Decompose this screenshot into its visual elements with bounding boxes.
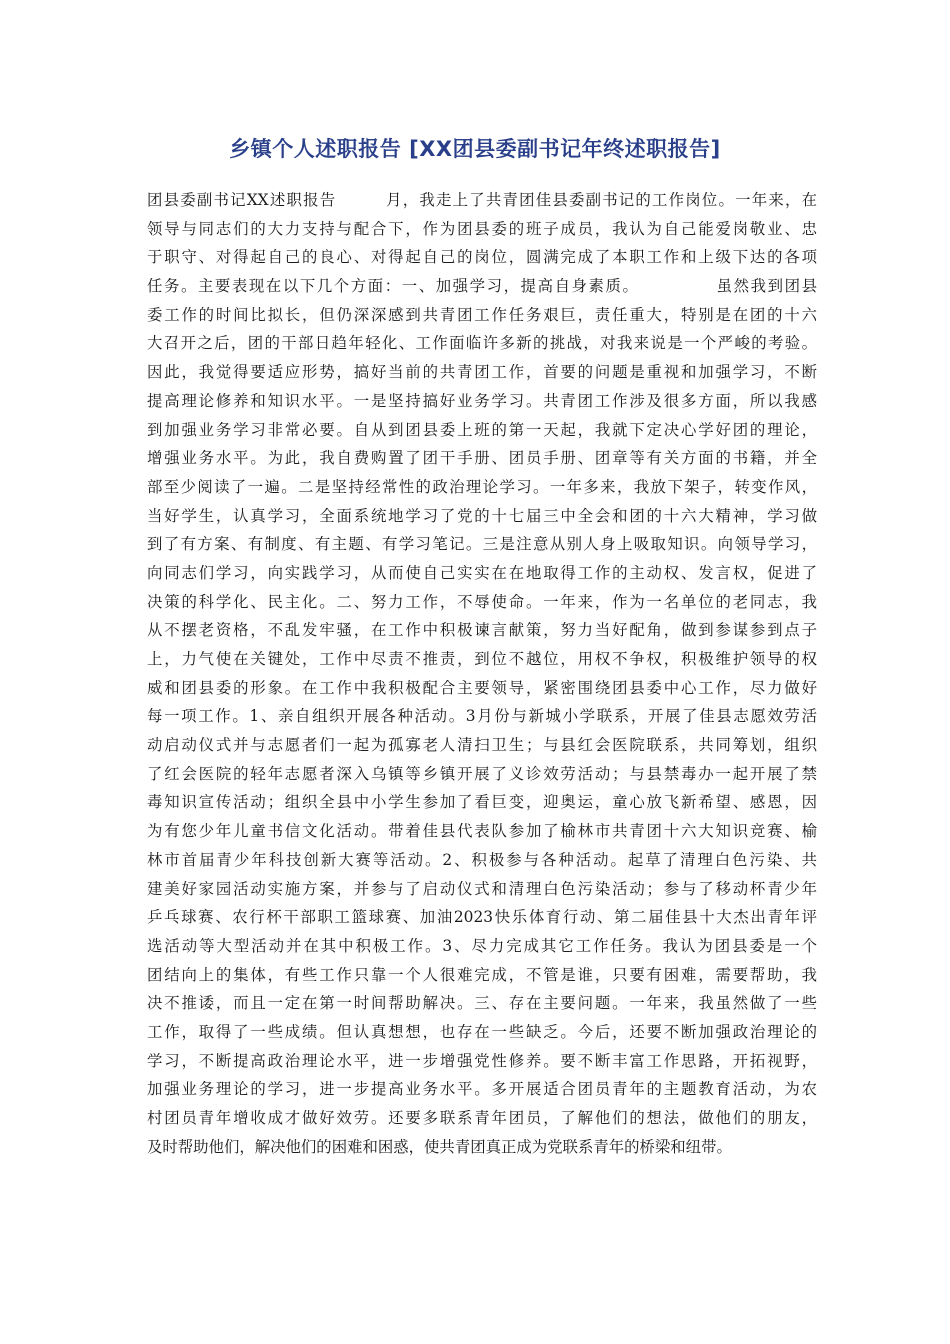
body-line: 学习，不断提高政治理论水平，进一步增强党性修养。要不断丰富工作思路，开拓视野， xyxy=(147,1051,817,1070)
body-line: 了红会医院的轻年志愿者深入乌镇等乡镇开展了义诊效劳活动；与县禁毒办一起开展了禁 xyxy=(147,764,817,783)
body-line: 增强业务水平。为此，我自费购置了团干手册、团员手册、团章等有关方面的书籍，并全 xyxy=(147,449,817,468)
body-line: 村团员青年增收成才做好效劳。还要多联系青年团员，了解他们的想法，做他们的朋友， xyxy=(147,1109,817,1127)
body-line: 因此，我觉得要适应形势，搞好当前的共青团工作，首要的问题是重视和加强学习，不断 xyxy=(147,363,817,382)
body-line: 上，力气使在关键处，工作中尽责不推责，到位不越位，用权不争权，积极维护领导的权 xyxy=(147,650,817,668)
body-line: 选活动等大型活动并在其中积极工作。3、尽力完成其它工作任务。我认为团县委是一个 xyxy=(147,936,817,955)
body-line: 于职守、对得起自己的良心、对得起自己的岗位，圆满完成了本职工作和上级下达的各项 xyxy=(147,248,817,267)
body-line: 领导与同志们的大力支持与配合下，作为团县委的班子成员，我认为自己能爱岗敬业、忠 xyxy=(147,219,817,238)
body-line: 部至少阅读了一遍。二是坚持经常性的政治理论学习。一年多来，我放下架子，转变作风， xyxy=(147,477,817,496)
body-line: 建美好家园活动实施方案，并参与了启动仪式和清理白色污染活动；参与了移动杯青少年 xyxy=(147,879,817,898)
body-line: 工作，取得了一些成绩。但认真想想，也存在一些缺乏。今后，还要不断加强政治理论的 xyxy=(147,1022,817,1041)
document-title: 乡镇个人述职报告 [XX团县委副书记年终述职报告] xyxy=(229,137,721,161)
body-line: 及时帮助他们，解决他们的困难和困惑，使共青团真正成为党联系青年的桥梁和纽带。 xyxy=(147,1137,732,1156)
body-line: 到了有方案、有制度、有主题、有学习笔记。三是注意从别人身上吸取知识。向领导学习， xyxy=(147,535,817,554)
body-line: 团县委副书记XX述职报告 月，我走上了共青团佳县委副书记的工作岗位。一年来，在 xyxy=(147,191,817,209)
body-line: 毒知识宣传活动；组织全县中小学生参加了看巨变，迎奥运，童心放飞新希望、感恩，因 xyxy=(147,793,817,812)
body-line: 林市首届青少年科技创新大赛等活动。2、积极参与各种活动。起草了清理白色污染、共 xyxy=(147,850,817,869)
body-line: 动启动仪式并与志愿者们一起为孤寡老人清扫卫生；与县红会医院联系，共同筹划，组织 xyxy=(147,736,817,755)
body-line: 当好学生，认真学习，全面系统地学习了党的十七届三中全会和团的十六大精神，学习做 xyxy=(147,506,817,525)
body-line: 为有您少年儿童书信文化活动。带着佳县代表队参加了榆林市共青团十六大知识竞赛、榆 xyxy=(147,822,817,841)
body-line: 团结向上的集体，有些工作只靠一个人很难完成，不管是谁，只要有困难，需要帮助，我 xyxy=(147,965,817,984)
body-line: 到加强业务学习非常必要。自从到团县委上班的第一天起，我就下定决心学好团的理论， xyxy=(147,420,817,439)
document-body xyxy=(147,186,817,1161)
body-line: 任务。主要表现在以下几个方面：一、加强学习，提高自身素质。 虽然我到团县 xyxy=(147,277,817,296)
body-line: 委工作的时间比拟长，但仍深深感到共青团工作任务艰巨，责任重大，特别是在团的十六 xyxy=(147,305,817,324)
body-line: 乒乓球赛、农行杯干部职工篮球赛、加油2023快乐体育行动、第二届佳县十大杰出青年评 xyxy=(147,908,817,927)
body-line: 向同志们学习，向实践学习，从而使自己实实在在地取得工作的主动权、发言权，促进了 xyxy=(147,563,817,582)
body-line: 大召开之后，团的干部日趋年轻化、工作面临许多新的挑战，对我来说是一个严峻的考验。 xyxy=(147,334,817,353)
body-line: 每一项工作。1、亲自组织开展各种活动。3月份与新城小学联系，开展了佳县志愿效劳活 xyxy=(147,707,817,726)
body-line: 从不摆老资格，不乱发牢骚，在工作中积极谏言献策，努力当好配角，做到参谋参到点子 xyxy=(147,621,817,640)
body-line: 威和团县委的形象。在工作中我积极配合主要领导，紧密围绕团县委中心工作，尽力做好 xyxy=(147,678,817,697)
body-line: 决不推诿，而且一定在第一时间帮助解决。三、存在主要问题。一年来，我虽然做了一些 xyxy=(147,994,817,1013)
body-line: 决策的科学化、民主化。二、努力工作，不辱使命。一年来，作为一名单位的老同志，我 xyxy=(147,592,817,611)
body-line: 提高理论修养和知识水平。一是坚持搞好业务学习。共青团工作涉及很多方面，所以我感 xyxy=(147,391,817,410)
body-line: 加强业务理论的学习，进一步提高业务水平。多开展适合团员青年的主题教育活动，为农 xyxy=(147,1080,817,1099)
